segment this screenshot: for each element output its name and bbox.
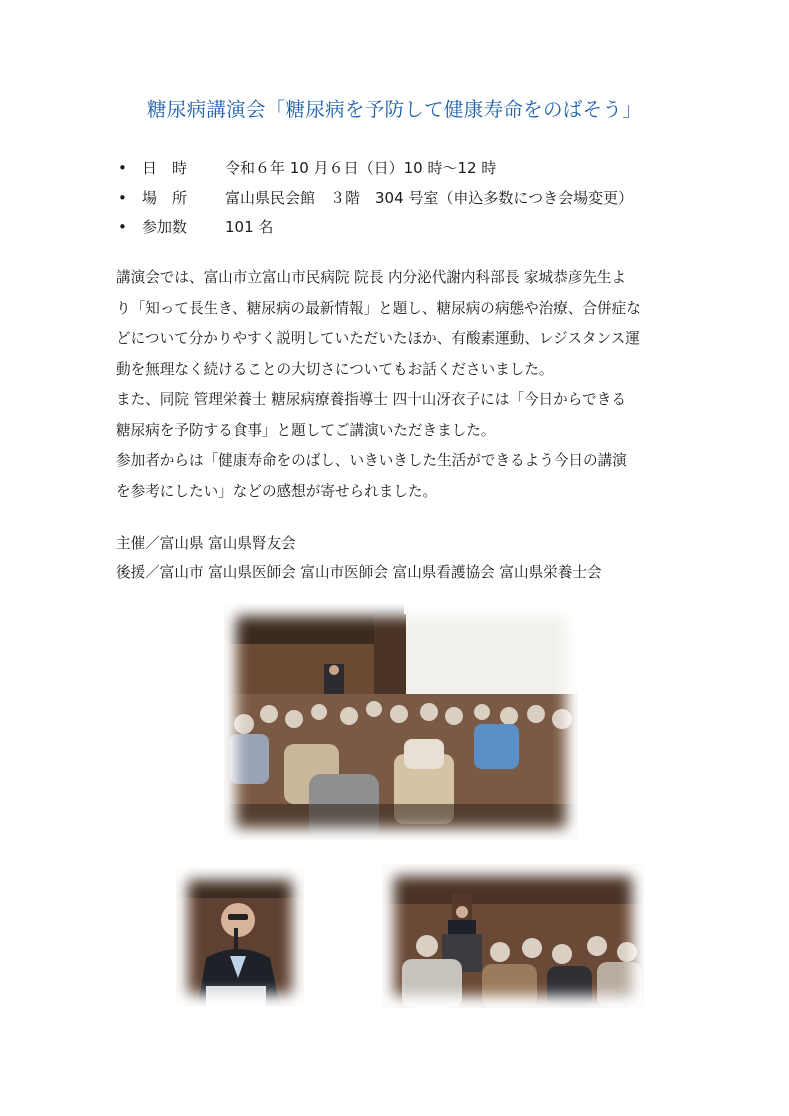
info-value: 101 名: [225, 218, 274, 236]
body-line: り「知って長生き、糖尿病の最新情報」と題し、糖尿病の病態や治療、合併症な: [116, 299, 641, 317]
organizer-line: 主催／富山県 富山県腎友会: [116, 535, 296, 552]
info-label: 参加数: [142, 218, 188, 236]
bullet-icon: [118, 213, 142, 243]
audience-photo: [224, 604, 578, 840]
speaker-photo-doctor: [176, 868, 304, 1006]
body-line: また、同院 管理栄養士 糖尿病療養指導士 四十山冴衣子には「今日からできる: [116, 391, 626, 408]
body-line: どについて分かりやすく説明していただいたほか、有酸素運動、レジスタンス運: [116, 330, 640, 347]
body-line: 動を無理なく続けることの大切さについてもお話くださいました。: [116, 360, 554, 378]
bullet-icon: [118, 154, 142, 184]
event-info-list: [118, 154, 633, 243]
info-item-attendance: [118, 213, 633, 243]
speaker-photo-dietitian: [382, 864, 644, 1008]
info-value: 令和６年 10 月６日（日）10 時～12 時: [225, 159, 497, 177]
bullet-icon: [118, 184, 142, 214]
credits: [116, 529, 602, 587]
info-label: 場 所: [142, 188, 188, 207]
body-line: 参加者からは「健康寿命をのばし、いきいきした生活ができるよう今日の講演: [116, 452, 627, 469]
info-item-date: [118, 154, 633, 184]
info-item-venue: [118, 184, 633, 214]
body-line: を参考にしたい」などの感想が寄せられました。: [116, 482, 438, 500]
info-value: 富山県民会館 ３階 304 号室（申込多数につき会場変更）: [225, 188, 634, 207]
supporters-line: 後援／富山市 富山県医師会 富山市医師会 富山県看護協会 富山県栄養士会: [116, 564, 602, 581]
body-line: 糖尿病を予防する食事」と題してご講演いただきました。: [116, 421, 496, 439]
info-label: 日 時: [142, 159, 188, 177]
page-title: 糖尿病講演会「糖尿病を予防して健康寿命をのばそう」: [146, 98, 642, 121]
body-line: 講演会では、富山市立富山市民病院 院長 内分泌代謝内科部長 家城恭彦先生よ: [116, 269, 627, 286]
report-body: [116, 263, 686, 507]
